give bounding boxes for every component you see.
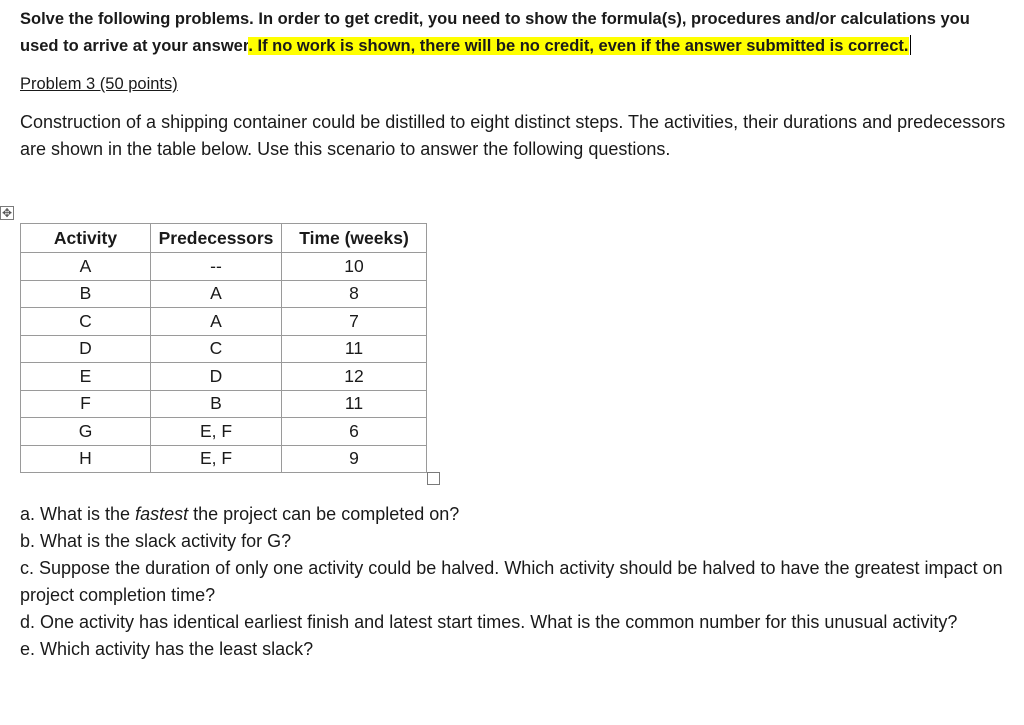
table-header-row bbox=[21, 224, 427, 253]
cell-activity: F bbox=[21, 390, 151, 418]
question-a-emphasis: fastest bbox=[135, 504, 189, 524]
instructions-text: Solve the following problems. In order to get credit, you need to show the formula(s), procedures and/or calculations you used to arrive at your answer bbox=[20, 10, 970, 55]
cell-predecessors: A bbox=[151, 280, 282, 308]
question-a bbox=[20, 501, 1010, 528]
table-row bbox=[21, 253, 427, 281]
cell-activity: D bbox=[21, 335, 151, 363]
question-c: c. Suppose the duration of only one activity could be halved. Which activity should be halved to have the greatest impact on project completion time? bbox=[20, 558, 1003, 605]
cell-predecessors: B bbox=[151, 390, 282, 418]
text-cursor bbox=[910, 35, 912, 55]
cell-time: 8 bbox=[282, 280, 427, 308]
question-d: d. One activity has identical earliest finish and latest start times. What is the common number for this unusual activity? bbox=[20, 612, 958, 632]
cell-time: 10 bbox=[282, 253, 427, 281]
highlighted-warning: . If no work is shown, there will be no credit, even if the answer submitted is correct. bbox=[248, 36, 909, 55]
table-row bbox=[21, 418, 427, 446]
cell-time: 9 bbox=[282, 445, 427, 473]
document-body bbox=[20, 6, 1010, 163]
table-row bbox=[21, 308, 427, 336]
cell-time: 11 bbox=[282, 335, 427, 363]
cell-predecessors: A bbox=[151, 308, 282, 336]
cell-time: 12 bbox=[282, 363, 427, 391]
questions-list bbox=[20, 501, 1010, 663]
table-row bbox=[21, 390, 427, 418]
cell-activity: A bbox=[21, 253, 151, 281]
cell-activity: C bbox=[21, 308, 151, 336]
table-row bbox=[21, 335, 427, 363]
cell-predecessors: E, F bbox=[151, 445, 282, 473]
problem-heading: Problem 3 (50 points) bbox=[20, 75, 178, 93]
header-time: Time (weeks) bbox=[282, 224, 427, 253]
instructions-paragraph bbox=[20, 6, 1010, 59]
problem-intro: Construction of a shipping container could be distilled to eight distinct steps. The activities, their durations and predecessors are shown in the table below. Use this scenario to answer the following questions. bbox=[20, 112, 1006, 159]
header-activity: Activity bbox=[21, 224, 151, 253]
cell-predecessors: -- bbox=[151, 253, 282, 281]
cell-activity: B bbox=[21, 280, 151, 308]
question-a-prefix: a. What is the bbox=[20, 504, 136, 524]
resize-handle-icon[interactable] bbox=[427, 472, 440, 485]
header-predecessors: Predecessors bbox=[151, 224, 282, 253]
cell-activity: G bbox=[21, 418, 151, 446]
activity-table bbox=[20, 223, 427, 473]
question-b: b. What is the slack activity for G? bbox=[20, 531, 292, 551]
question-e: e. Which activity has the least slack? bbox=[20, 639, 314, 659]
cell-predecessors: D bbox=[151, 363, 282, 391]
move-icon[interactable]: ✥ bbox=[1, 206, 13, 220]
table-row bbox=[21, 280, 427, 308]
question-a-suffix: the project can be completed on? bbox=[188, 504, 460, 524]
cell-time: 7 bbox=[282, 308, 427, 336]
cell-activity: H bbox=[21, 445, 151, 473]
cell-predecessors: E, F bbox=[151, 418, 282, 446]
cell-activity: E bbox=[21, 363, 151, 391]
cell-time: 6 bbox=[282, 418, 427, 446]
cell-time: 11 bbox=[282, 390, 427, 418]
table-row bbox=[21, 445, 427, 473]
table-row bbox=[21, 363, 427, 391]
cell-predecessors: C bbox=[151, 335, 282, 363]
